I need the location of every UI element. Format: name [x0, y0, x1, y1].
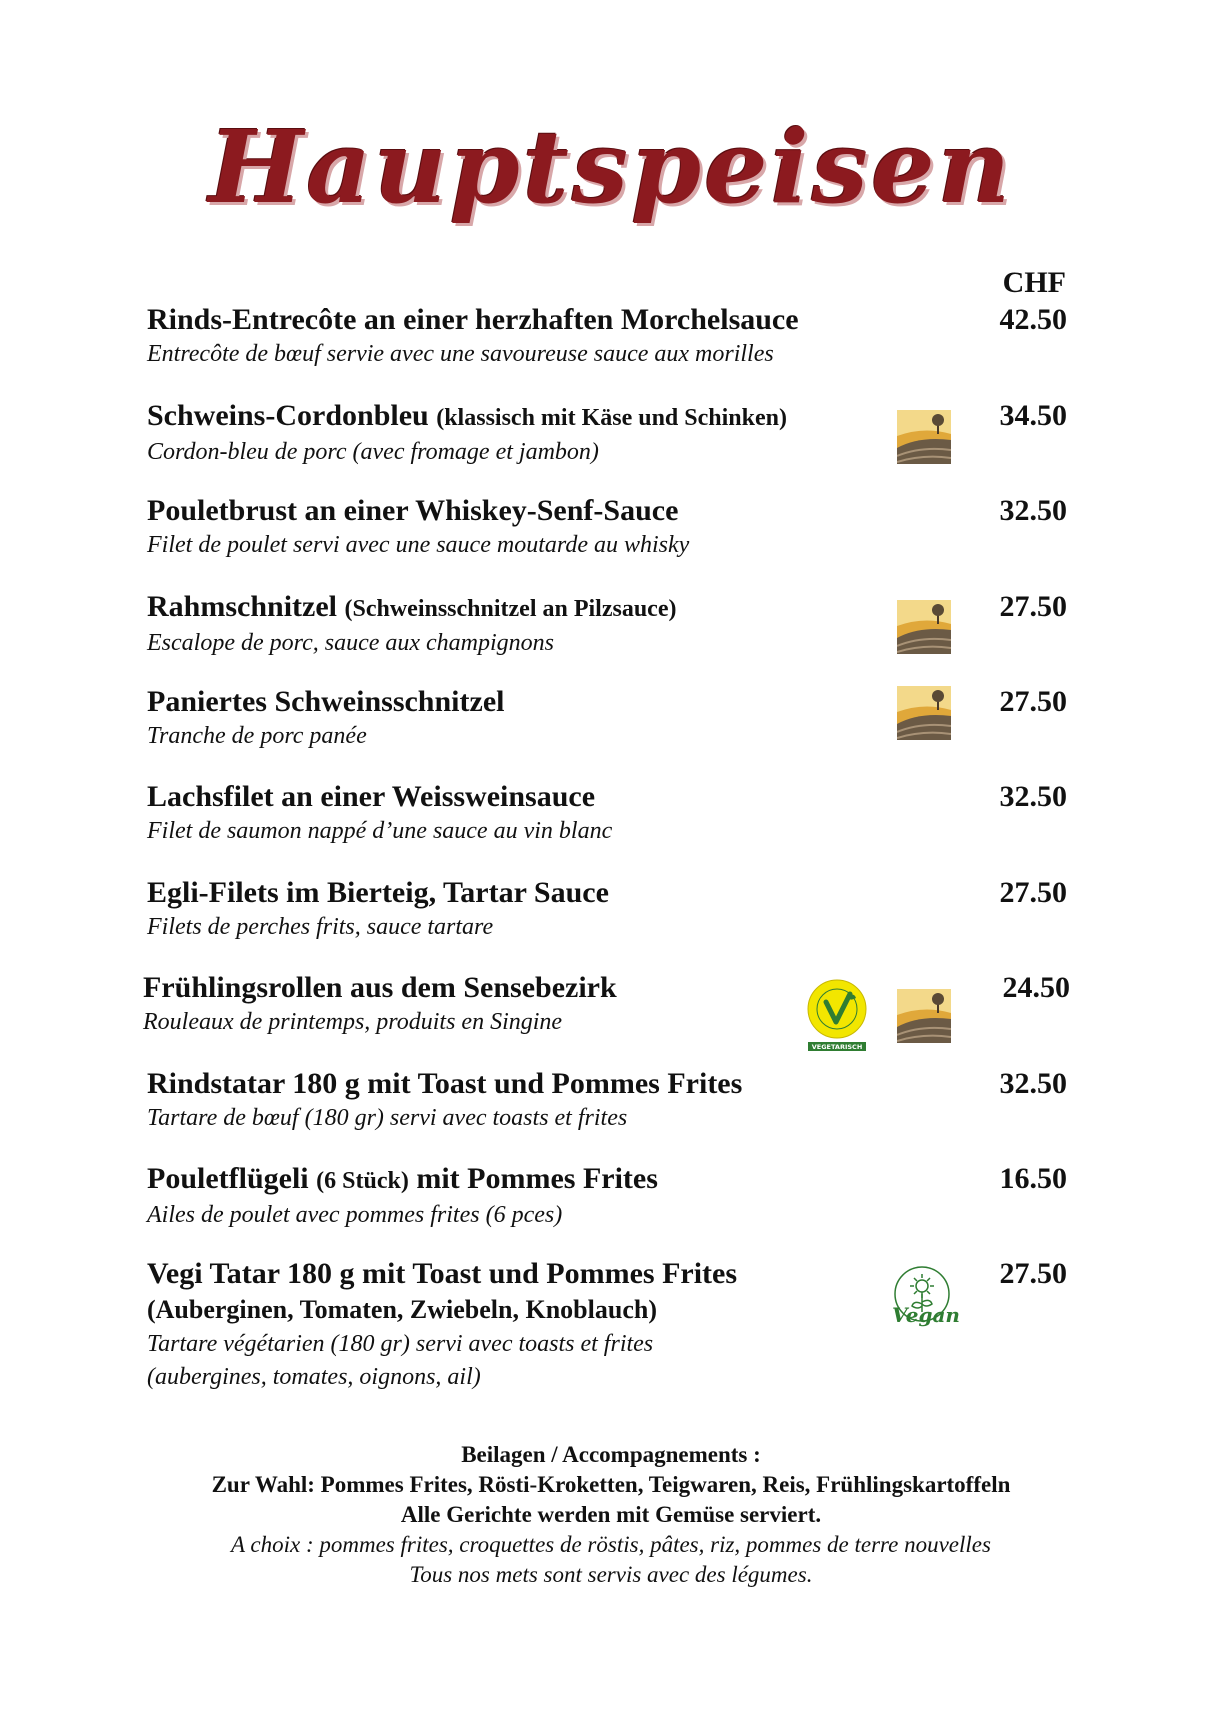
page-title: Hauptspeisen: [208, 108, 1014, 226]
item-note: (Schweinsschnitzel an Pilzsauce): [344, 596, 677, 622]
item-name: Pouletbrust an einer Whiskey-Senf-Sauce: [147, 494, 679, 527]
item-name: Pouletflügeli: [147, 1162, 309, 1195]
item-name-continued: mit Pommes Frites: [416, 1162, 658, 1195]
item-name: Rahmschnitzel: [147, 590, 337, 623]
item-price: 27.50: [999, 685, 1067, 718]
currency-label: CHF: [1002, 266, 1066, 299]
item-description: Tartare de bœuf (180 gr) servi avec toasts et frites: [147, 1105, 628, 1131]
vegetables-note-fr: Tous nos mets sont servis avec des légumes.: [409, 1562, 813, 1587]
local-farm-icon: [897, 410, 951, 464]
side-dishes-choice-de: Zur Wahl: Pommes Frites, Rösti-Kroketten, Teigwaren, Reis, Frühlingskartoffeln: [211, 1472, 1011, 1497]
menu-item: [147, 302, 1067, 371]
vegetables-note-de: Alle Gerichte werden mit Gemüse serviert.: [400, 1502, 822, 1527]
menu-item: [147, 1161, 1067, 1232]
item-description: Tartare végétarien (180 gr) servi avec toasts et frites: [147, 1331, 654, 1357]
item-name: Paniertes Schweinsschnitzel: [147, 685, 505, 718]
item-description: Rouleaux de printemps, produits en Singine: [143, 1009, 563, 1035]
item-note: (klassisch mit Käse und Schinken): [436, 405, 787, 431]
side-dishes-section: [0, 1440, 1222, 1590]
item-name: Egli-Filets im Bierteig, Tartar Sauce: [147, 876, 609, 909]
item-description: Tranche de porc panée: [147, 723, 367, 749]
item-description-line2: (aubergines, tomates, oignons, ail): [147, 1364, 481, 1390]
item-price: 24.50: [1002, 971, 1070, 1004]
item-description: Cordon-bleu de porc (avec fromage et jambon): [147, 439, 599, 465]
item-price: 34.50: [999, 399, 1067, 432]
item-name: Rinds-Entrecôte an einer herzhaften Morchelsauce: [147, 303, 799, 336]
item-price: 16.50: [999, 1162, 1067, 1195]
vegetarian-label-text: VEGETARISCH: [811, 1043, 863, 1051]
vegetarian-label-icon: [806, 978, 868, 1052]
item-name: Frühlingsrollen aus dem Sensebezirk: [143, 971, 617, 1004]
item-description: Entrecôte de bœuf servie avec une savoureuse sauce aux morilles: [147, 341, 774, 367]
item-price: 32.50: [999, 1067, 1067, 1100]
item-description: Ailes de poulet avec pommes frites (6 pces): [147, 1202, 563, 1228]
item-description: Filet de saumon nappé d’une sauce au vin blanc: [147, 818, 613, 844]
item-price: 27.50: [999, 590, 1067, 623]
item-price: 42.50: [999, 303, 1067, 336]
item-name: Lachsfilet an einer Weissweinsauce: [147, 780, 596, 813]
item-price: 32.50: [999, 494, 1067, 527]
local-farm-icon: [897, 989, 951, 1043]
item-name: Vegi Tatar 180 g mit Toast und Pommes Frites: [147, 1257, 738, 1290]
item-name-line2: (Auberginen, Tomaten, Zwiebeln, Knoblauch): [147, 1295, 657, 1324]
local-farm-icon: [897, 600, 951, 654]
vegan-label-text: Vegan: [892, 1303, 960, 1327]
menu-item: [147, 779, 1067, 848]
item-description: Filets de perches frits, sauce tartare: [147, 914, 494, 940]
menu-item: [147, 875, 1067, 944]
item-note: (6 Stück): [316, 1168, 409, 1194]
item-description: Filet de poulet servi avec une sauce moutarde au whisky: [147, 532, 690, 558]
item-name: Schweins-Cordonbleu: [147, 399, 429, 432]
menu-item: [147, 493, 1067, 562]
item-name: Rindstatar 180 g mit Toast und Pommes Frites: [147, 1067, 743, 1100]
item-price: 32.50: [999, 780, 1067, 813]
item-name-line: [147, 1161, 1067, 1199]
item-price: 27.50: [999, 876, 1067, 909]
vegan-icon: [886, 1264, 962, 1332]
menu-item: [147, 1066, 1067, 1135]
side-dishes-choice-fr: A choix : pommes frites, croquettes de röstis, pâtes, riz, pommes de terre nouvelles: [231, 1532, 991, 1557]
item-price: 27.50: [999, 1257, 1067, 1290]
side-dishes-heading: Beilagen / Accompagnements :: [461, 1442, 761, 1467]
item-description: Escalope de porc, sauce aux champignons: [147, 630, 555, 656]
local-farm-icon: [897, 686, 951, 740]
